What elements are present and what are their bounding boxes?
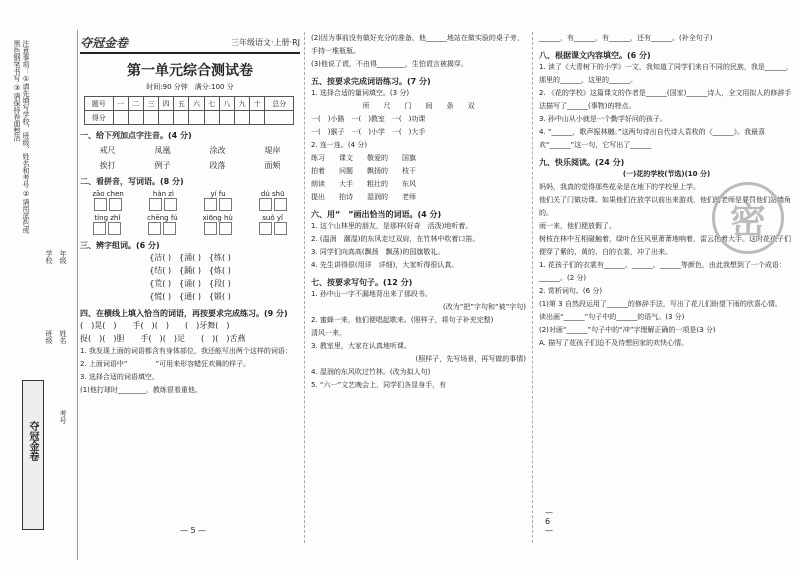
side-note: 注意事项：①请先填写学校、班级、姓名和考号 ②请用蓝色或黑色钢笔书写 ③请保持卷面整洁 [13, 40, 30, 234]
s5b: 2. 连一连。(4 分) [311, 141, 368, 149]
pinyin-item [258, 214, 288, 235]
section-3-head: 三、辨字组词。(6 分) [80, 241, 160, 250]
s8-line: 3. 孙中山从小就是一个勤学好问的孩子。 [539, 115, 667, 123]
score-box[interactable] [189, 111, 204, 125]
score-box[interactable] [204, 111, 219, 125]
side-binding [8, 30, 78, 560]
word: 挨打 [99, 161, 116, 170]
s8-line: 1. 读了《大青树下的小学》一文，我知道了同学们来自不同的民族，我是______，那里的______，这里的______。 [539, 63, 793, 84]
score-box[interactable] [219, 111, 234, 125]
s7-line: 2. 蜜蜂一来，他们便唱起歌来。(照样子，将句子补充完整) [311, 316, 494, 324]
side-name: 姓名 [59, 330, 67, 344]
side-num: 考号 [59, 410, 67, 424]
score-cell: 八 [219, 97, 234, 111]
measure-row: 一( )猴子 一( )小学 一( )大手 [311, 128, 426, 136]
score-box[interactable] [113, 111, 128, 125]
score-cell: 七 [204, 97, 219, 111]
score-box[interactable] [174, 111, 189, 125]
s4-q3: 3. 选择合适的词语填空。 [80, 373, 159, 381]
reading-para: 他们关了门做功课。如果他们在放学以前出来游戏，他们的老师是要罚他们站墙角的。 [539, 196, 791, 217]
section-2-head: 二、看拼音，写词语。(8 分) [80, 177, 184, 186]
s8-line: 2. 《花的学校》这篇课文的作者是______(国家)______诗人，全文用拟人的修辞手法描写了______(事物)的特点。 [539, 89, 792, 110]
pinyin: tíng zhǐ [94, 214, 121, 222]
pinyin-item [202, 214, 232, 235]
s6-line: 1. 这个山林里的朋友，是那样(好奇 活泼)地听着。 [311, 222, 473, 230]
pinyin-item [92, 190, 124, 211]
pinyin: chēng fú [147, 214, 178, 222]
side-school: 学校 [45, 250, 53, 264]
reading-para: 树枝在林中互相碰触着，绿叶在狂风里萧萧地响着，雷云拍着大手。这时花孩子们便穿了紫的、黄的、白的衣裳，冲了出来。 [539, 235, 791, 256]
header-sub: 三年级语文·上册·RJ [230, 37, 300, 47]
pinyin: yí fu [210, 190, 226, 198]
pinyin: hàn zì [152, 190, 174, 198]
link-row: 提出 拍诗 湿润的 老师 [311, 193, 416, 201]
score-cell: 六 [189, 97, 204, 111]
s6-line: 4. 先生讲得很(用详 详细)，大家听得很认真。 [311, 261, 459, 269]
link-row: 拍着 问题 飘扬的 枝干 [311, 167, 416, 175]
pinyin-row-1 [80, 190, 300, 211]
word: 涂改 [209, 146, 226, 155]
s4-q4: (1)他打球时________，教练很看重他。 [80, 386, 202, 394]
c3-line: ______，有______，有______，还有______。(补全句子) [539, 34, 713, 42]
section-9-head: 九、快乐阅读。(24 分) [539, 158, 625, 167]
c2-line: (3)他说了谎，不由得________，生怕谎言被揭穿。 [311, 60, 468, 68]
score-cell: 二 [128, 97, 143, 111]
words-row-1 [80, 145, 300, 156]
page-number-5: — 5 — [180, 526, 207, 535]
s4-line: 捉( )( )胆 手( )( )足 ( )( )舌燕 [80, 334, 246, 343]
s3-line: {洁( ) {涌( ) {练( ) [149, 253, 231, 262]
score-cell: 题号 [85, 97, 114, 111]
word: 戒尺 [99, 146, 116, 155]
pinyin-item [92, 214, 122, 235]
s4-q2: 2. 上面词语中“ ”可用来形容蜡狂欢舞的样子。 [80, 360, 251, 368]
column-1 [80, 32, 300, 543]
reading-q: 1. 花孩子们的衣裳有______、______、______等颜色，由此我想到了一个成语：______。(2 分) [539, 261, 786, 282]
score-box[interactable] [250, 111, 265, 125]
s4-line: ( )晃( ) 手( )( ) ( )牙舞( ) [80, 321, 230, 330]
pinyin: zāo chen [92, 190, 124, 198]
s6-line: 2. (温润 潮湿)的东风走过双肩，在竹林中吹着口笛。 [311, 235, 480, 243]
pinyin-row-2 [80, 214, 300, 235]
reading-q: (1)第 3 自然段运用了______的修辞手法，写出了花儿们盼望下雨的欣喜心情。 [539, 300, 782, 308]
score-cell: 一 [113, 97, 128, 111]
score-row-head [85, 97, 294, 111]
s7-note: (改为“把”字句和“被”字句) [443, 303, 526, 311]
reading-para: 雨一来，他们便放假了。 [539, 222, 616, 230]
column-3 [532, 32, 794, 543]
score-cell: 总分 [265, 97, 294, 111]
section-8-head: 八、根据课文内容填空。(6 分) [539, 51, 651, 60]
side-logo [22, 380, 44, 530]
header-brand: 夺冠金卷 [80, 35, 129, 50]
pinyin-item [147, 214, 178, 235]
score-box[interactable] [159, 111, 174, 125]
score-row-blank [85, 111, 294, 125]
section-4-head: 四、在横线上填入恰当的词语，再按要求完成练习。(9 分) [80, 309, 288, 318]
pinyin-item [148, 190, 178, 211]
s7-line: 4. 湿润的东风吹过竹林。(改为拟人句) [311, 368, 431, 376]
s7-line: 3. 教室里，大家在认真地听课。 [311, 342, 411, 350]
pinyin-item [258, 190, 288, 211]
s7-line: 5. “六一”文艺晚会上，同学们各显身手，有 [311, 381, 447, 389]
score-cell: 四 [159, 97, 174, 111]
s3-line: {结( ) {踊( ) {炼( ) [149, 266, 231, 275]
link-row: 练习 课文 敬爱的 国旗 [311, 154, 416, 162]
reading-q: (2)对画“______”句子中的“冲”字理解正确的一项是(3 分) [539, 326, 716, 334]
c2-line: (2)因为事前没有做好充分的准备，他______地站在做实验的桌子旁，手持一堆瓶瓶。 [311, 34, 524, 55]
s6-line: 3. 同学们向高高(飘扬 飘荡)的国旗敬礼。 [311, 248, 445, 256]
section-1-head: 一、给下列加点字注音。(4 分) [80, 131, 192, 140]
pinyin: suǒ yǐ [262, 214, 283, 222]
measure-words: 所 尺 门 间 条 双 [362, 102, 475, 110]
secret-stamp: 密 [712, 182, 784, 254]
link-row: 朗读 大手 粗壮的 东风 [311, 180, 416, 188]
score-table [84, 96, 294, 125]
word: 段落 [209, 161, 226, 170]
words-row-2 [80, 160, 300, 171]
word: 凤凰 [154, 146, 171, 155]
section-6-head: 六、用“ ”画出恰当的词语。(4 分) [311, 210, 442, 219]
score-cell: 五 [174, 97, 189, 111]
score-cell: 三 [143, 97, 158, 111]
reading-q: A. 描写了花孩子们迫不及待想回家的欢快心情。 [539, 339, 689, 347]
reading-para: 妈妈，我真的觉得那些花朵是在地下的学校里上学。 [539, 183, 700, 191]
score-box[interactable] [265, 111, 294, 125]
s4-q1: 1. 我发现上面的词语都含有身体部位，我还能写出两个这样的词语： [80, 347, 292, 355]
exam-meta: 时间:90 分钟 满分:100 分 [146, 83, 234, 91]
score-label: 得分 [85, 111, 114, 125]
s8-line: 4. “______，歌声振林樾。”这两句诗出自代诗人袁枚的《______》。我最喜欢“______”这一句，它写出了______ [539, 128, 766, 149]
page-title: 第一单元综合测试卷 [127, 63, 253, 79]
score-cell: 十 [250, 97, 265, 111]
pinyin-item [203, 190, 233, 211]
header [80, 32, 300, 54]
side-grade: 年级 [59, 250, 67, 264]
side-class: 班级 [45, 330, 53, 344]
s3-line: {荒( ) {诵( ) {段( ) [149, 279, 231, 288]
s7-line: 清风一来， [311, 329, 346, 337]
s3-line: {慌( ) {通( ) {锻( ) [149, 292, 231, 301]
s7-note: (照样子，先写场景，再写做的事情) [415, 355, 526, 363]
page-number-6: — 6 — [545, 508, 553, 535]
reading-q: 读出画“______”句子中的______的语气。(3 分) [539, 313, 685, 321]
side-brand: 夺冠金卷 [27, 421, 38, 461]
s7-line: 1. 孙中山一字不漏地背出来了那段书。 [311, 290, 432, 298]
section-5-head: 五、按要求完成词语练习。(7 分) [311, 77, 431, 86]
reading-q: 2. 赏析词句。(6 分) [539, 287, 603, 295]
section-7-head: 七、按要求写句子。(12 分) [311, 278, 413, 287]
score-box[interactable] [235, 111, 250, 125]
pinyin: xiōng hù [202, 214, 233, 222]
pinyin: dú shū [260, 190, 285, 198]
word: 例子 [154, 161, 171, 170]
measure-row: 一( )小路 一( )教室 一( )功课 [311, 115, 426, 123]
score-box[interactable] [128, 111, 143, 125]
score-cell: 九 [235, 97, 250, 111]
s5a: 1. 选择合适的量词填空。(3 分) [311, 89, 410, 97]
word: 堤岸 [264, 146, 281, 155]
score-box[interactable] [143, 111, 158, 125]
reading-title: (一)花的学校(节选)(10 分) [622, 170, 711, 178]
column-2 [304, 32, 553, 543]
word: 面颊 [264, 161, 281, 170]
